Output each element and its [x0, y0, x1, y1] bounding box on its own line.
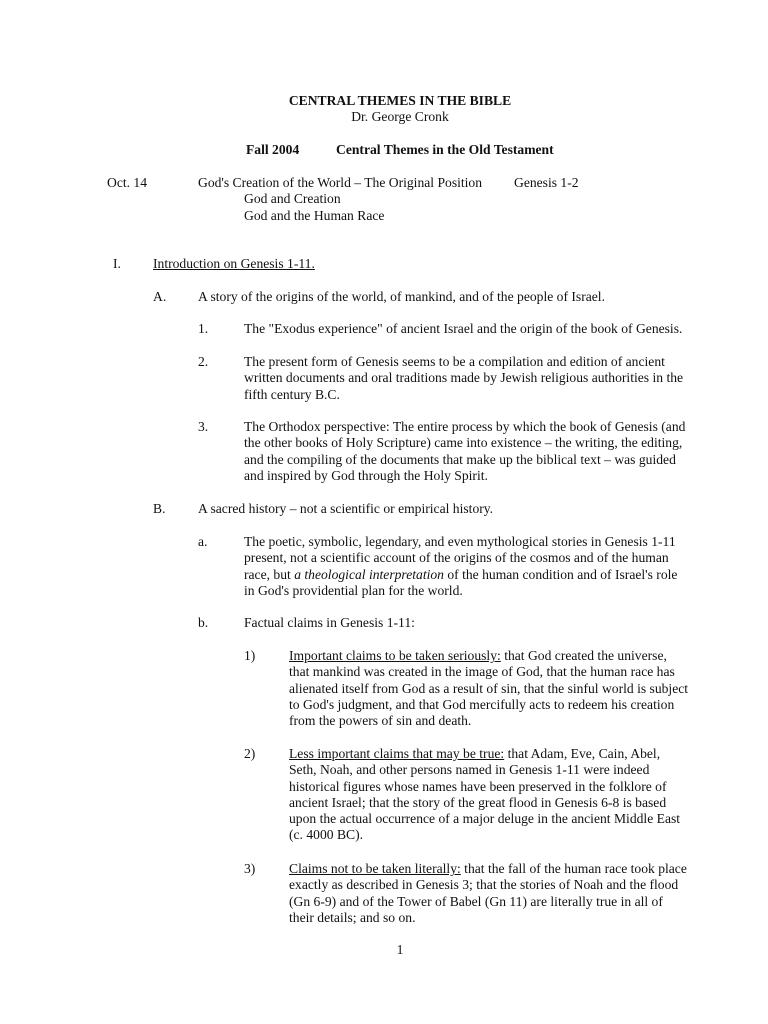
subsection-text: A sacred history – not a scientific or empirical history.: [198, 501, 494, 516]
session-subtopic: God and the Human Race: [244, 207, 385, 223]
subsection-text: A story of the origins of the world, of mankind, and of the people of Israel.: [198, 289, 605, 304]
outline-item-marker: 3.: [198, 419, 209, 434]
claim-text: [289, 648, 688, 729]
session-subtopics: [244, 191, 384, 224]
outline-item-line: present, not a scientific account of the origins of the cosmos and of the human: [244, 550, 669, 566]
outline-item-line: and the compiling of the documents that make up the biblical text – was guided: [244, 451, 676, 467]
subsection-marker: B.: [153, 501, 166, 516]
line-text: that the fall of the human race took place: [460, 861, 687, 876]
course-title: Central Themes in the Old Testament: [336, 142, 554, 157]
outline-item-line: in God's providential plan for the world.: [244, 582, 463, 598]
page-number: 1: [396, 942, 404, 957]
claim-line: to God's judgment, and that God mercifully acts to redeem his creation: [289, 696, 675, 712]
outline-item-line: The Orthodox perspective: The entire process by which the book of Genesis (and: [244, 419, 686, 434]
outline-item-line: The "Exodus experience" of ancient Israel and the origin of the book of Genesis.: [244, 321, 683, 336]
outline-item-line: fifth century B.C.: [244, 386, 340, 402]
outline-item-text: [244, 534, 677, 599]
outline-item-line: the other books of Holy Scripture) came into existence – the writing, the editing,: [244, 435, 683, 451]
subsection-marker: A.: [153, 289, 167, 304]
outline-item-marker: a.: [198, 534, 208, 549]
claim-marker: 1): [244, 648, 256, 663]
session-topic: God's Creation of the World – The Original Position: [198, 175, 483, 190]
outline-item-text: [244, 354, 683, 403]
line-text: that God created the universe,: [500, 648, 667, 663]
line-text: race, but: [244, 566, 295, 582]
claim-text: [289, 861, 687, 926]
claim-line: that mankind was created in the image of God, that the human race has: [289, 664, 675, 680]
claim-line: (Gn 6-9) and of the Tower of Babel (Gn 11) are literally true in all of: [289, 893, 663, 909]
outline-item-line: written documents and oral traditions made by Jewish religious authorities in the: [244, 370, 684, 386]
claim-marker: 3): [244, 861, 256, 876]
claim-label: Claims not to be taken literally:: [289, 861, 461, 876]
section-marker: I.: [113, 256, 121, 271]
claim-label: Less important claims that may be true:: [289, 746, 505, 761]
claim-line: Seth, Noah, and other persons named in Genesis 1-11 were indeed: [289, 762, 650, 778]
session-date: Oct. 14: [107, 175, 148, 190]
outline-item-line: [244, 567, 677, 583]
outline-item-text: Factual claims in Genesis 1-11:: [244, 615, 415, 630]
line-text: of the human condition and of Israel's role: [443, 566, 678, 582]
claim-line: from the powers of sin and death.: [289, 713, 472, 729]
session-subtopic: God and Creation: [244, 191, 341, 207]
claim-line: ancient Israel; that the story of the great flood in Genesis 6-8 is based: [289, 794, 667, 810]
term-label: Fall 2004: [246, 142, 300, 157]
claim-line: exactly as described in Genesis 3; that the stories of Noah and the flood: [289, 877, 679, 893]
claim-marker: 2): [244, 746, 256, 761]
claim-line: historical figures whose names have been preserved in the folklore of: [289, 778, 667, 794]
claim-line: upon the actual occurrence of a major deluge in the ancient Middle East: [289, 811, 681, 827]
document-title: CENTRAL THEMES IN THE BIBLE: [288, 93, 512, 108]
outline-item-line: The present form of Genesis seems to be a compilation and edition of ancient: [244, 354, 665, 369]
outline-item-line: and inspired by God through the Holy Spirit.: [244, 467, 488, 483]
section-heading: Introduction on Genesis 1-11.: [153, 256, 315, 271]
outline-item-marker: b.: [198, 615, 209, 630]
outline-item-text: [244, 419, 685, 484]
claim-line: (c. 4000 BC).: [289, 827, 364, 843]
outline-item-marker: 1.: [198, 321, 209, 336]
claim-line: [289, 861, 687, 877]
outline-item-text: [244, 321, 682, 337]
claim-line: [289, 746, 680, 762]
document-header: [200, 93, 600, 126]
claim-label: Important claims to be taken seriously:: [289, 648, 501, 663]
claim-text: [289, 746, 680, 844]
emphasized-phrase: a theological interpretation: [294, 566, 444, 582]
line-text: that Adam, Eve, Cain, Abel,: [504, 746, 661, 761]
outline-item-marker: 2.: [198, 354, 209, 369]
author-name: Dr. George Cronk: [351, 109, 449, 125]
claim-line: their details; and so on.: [289, 909, 416, 925]
outline-item-line: The poetic, symbolic, legendary, and even mythological stories in Genesis 1-11: [244, 534, 676, 549]
claim-line: alienated itself from God as a result of sin, that the sinful world is subject: [289, 680, 689, 696]
claim-line: [289, 648, 688, 664]
session-reading: Genesis 1-2: [514, 175, 579, 190]
